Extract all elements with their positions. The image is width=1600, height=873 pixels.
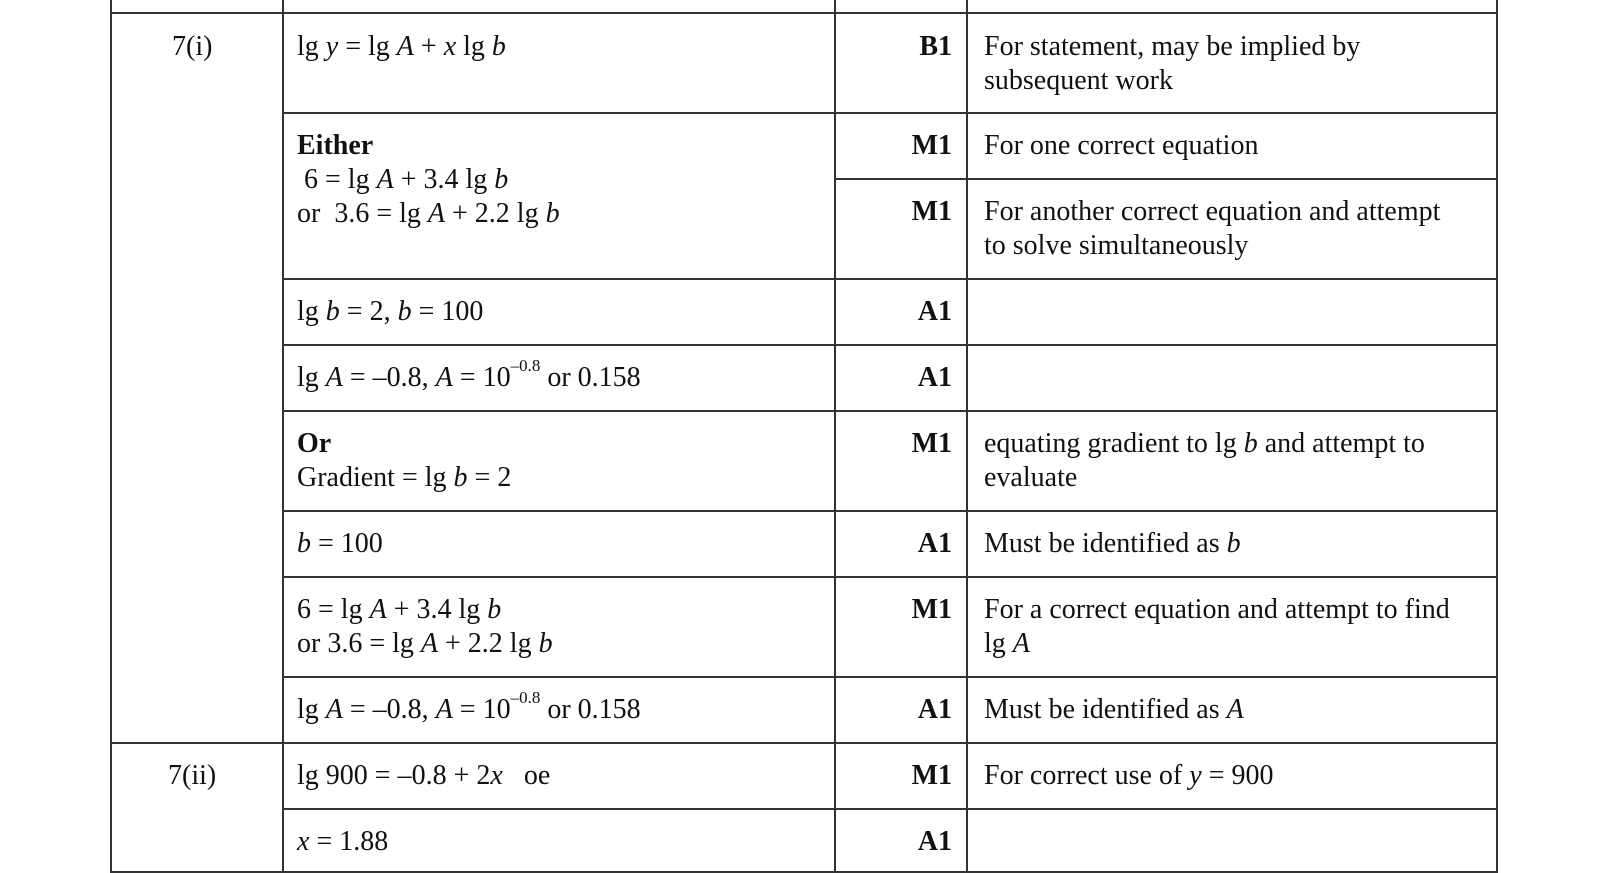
row-divider [282, 410, 1498, 412]
row-divider [282, 576, 1498, 578]
guidance-cell: Must be identified as b [984, 528, 1241, 559]
mark-cell: A1 [917, 826, 952, 857]
row-divider [282, 112, 1498, 114]
question-number: 7(i) [172, 31, 213, 62]
mark-cell: A1 [917, 296, 952, 327]
mark-cell: B1 [919, 31, 952, 62]
answer-cell: Or Gradient = lg b = 2 [297, 428, 512, 493]
guidance-cell: Must be identified as A [984, 694, 1244, 725]
mark-cell: M1 [911, 196, 952, 227]
row-divider [834, 178, 1498, 180]
mark-cell: A1 [917, 362, 952, 393]
answer-cell: x = 1.88 [297, 826, 389, 857]
mark-cell: M1 [911, 130, 952, 161]
mark-cell: A1 [917, 694, 952, 725]
guidance-cell: For statement, may be implied by subsequent work [984, 31, 1361, 96]
mark-cell: M1 [911, 428, 952, 459]
mark-cell: M1 [911, 594, 952, 625]
mark-cell: M1 [911, 760, 952, 791]
row-divider [110, 12, 1498, 14]
row-divider [282, 676, 1498, 678]
answer-cell: lg A = –0.8, $A = 10^{-0.8}$ or 0.158 [297, 356, 641, 393]
answer-cell: lg 900 = –0.8 + 2x oe [297, 760, 551, 791]
guidance-cell: equating gradient to lg b and attempt to evaluate [984, 428, 1425, 493]
row-divider [282, 278, 1498, 280]
guidance-cell: For one correct equation [984, 130, 1259, 161]
question-number: 7(ii) [168, 760, 217, 791]
answer-cell: b = 100 [297, 528, 383, 559]
answer-cell: lg A = –0.8, $A = 10^{-0.8}$ or 0.158 [297, 688, 641, 725]
answer-cell: lg y = lg A + x lg b [297, 31, 506, 62]
row-divider [282, 510, 1498, 512]
guidance-cell: For another correct equation and attempt to solve simultaneously [984, 196, 1441, 261]
row-divider [282, 808, 1498, 810]
guidance-cell: For correct use of y = 900 [984, 760, 1274, 791]
mark-cell: A1 [917, 528, 952, 559]
row-divider [282, 344, 1498, 346]
row-divider [110, 742, 1498, 744]
answer-cell: lg b = 2, b = 100 [297, 296, 484, 327]
answer-cell: Either 6 = lg A + 3.4 lg b or 3.6 = lg A + 2.2 lg b [297, 130, 560, 229]
guidance-cell: For a correct equation and attempt to find lg A [984, 594, 1450, 659]
answer-cell: 6 = lg A + 3.4 lg b or 3.6 = lg A + 2.2 lg b [297, 594, 553, 659]
